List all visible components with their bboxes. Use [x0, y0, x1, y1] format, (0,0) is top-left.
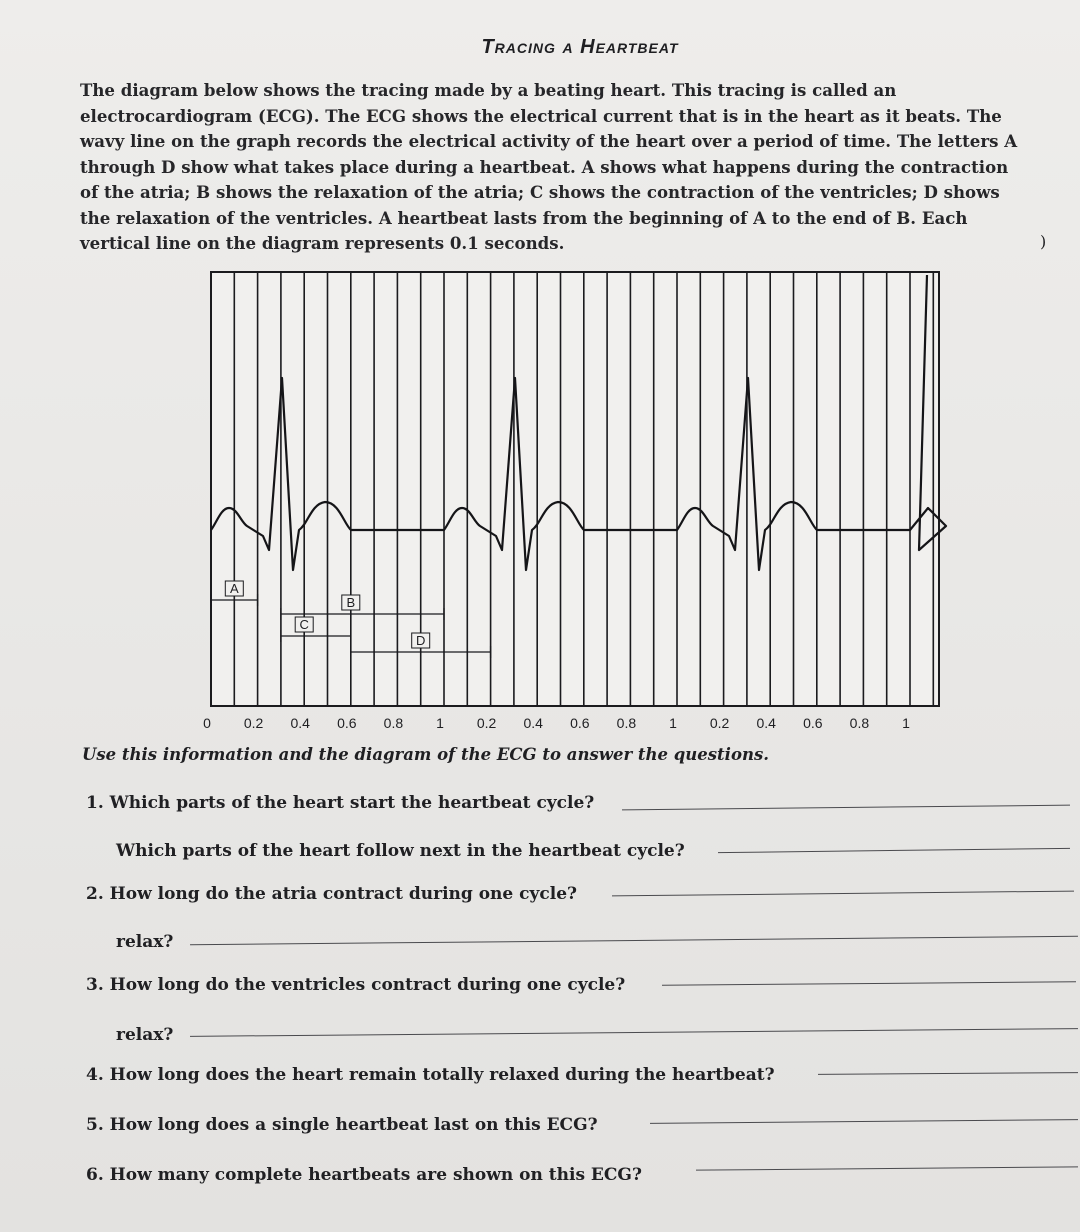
question-text: Which parts of the heart start the heartbeat cycle? — [109, 793, 595, 813]
question-3b — [116, 1025, 173, 1045]
question-1 — [86, 793, 594, 813]
x-tick-label: 0 — [203, 715, 211, 731]
intro-line: electrocardiogram (ECG). The ECG shows the electrical current that is in the heart as it beats. The — [80, 105, 1002, 126]
question-3 — [86, 975, 625, 995]
page-title: Tracing a Heartbeat — [481, 36, 679, 58]
intro-line: The diagram below shows the tracing made by a beating heart. This tracing is called an — [80, 80, 897, 100]
x-tick-label: 0.8 — [616, 715, 637, 731]
answer-line-5[interactable] — [650, 1119, 1078, 1124]
answer-line-2a[interactable] — [612, 891, 1074, 897]
x-tick-label: 0.6 — [337, 715, 357, 731]
question-text: relax? — [116, 1025, 174, 1045]
question-text: How long do the atria contract during one cycle? — [109, 884, 577, 904]
question-number: 4. — [86, 1065, 104, 1085]
x-tick-label: 1 — [902, 715, 910, 731]
question-number: 5. — [86, 1115, 104, 1135]
x-tick-label: 0.8 — [849, 715, 870, 731]
answer-line-1b[interactable] — [718, 848, 1070, 853]
segment-b-label: B — [346, 595, 356, 610]
intro-line: vertical line on the diagram represents 0.1 seconds. — [80, 233, 565, 253]
question-2b — [116, 932, 173, 952]
question-4 — [86, 1065, 775, 1085]
answer-line-3a[interactable] — [662, 981, 1076, 986]
x-tick-label: 0.8 — [383, 715, 404, 731]
question-text: relax? — [116, 932, 174, 952]
answer-line-4[interactable] — [818, 1072, 1078, 1075]
ecg-diagram — [0, 262, 1080, 742]
answer-line-2b[interactable] — [190, 936, 1078, 946]
intro-line: wavy line on the graph records the electrical activity of the heart over a period of time. The letters A — [80, 131, 1018, 151]
answer-line-3b[interactable] — [190, 1028, 1078, 1037]
intro-line: of the atria; B shows the relaxation of the atria; C shows the contraction of the ventricles; D shows — [80, 182, 1000, 202]
answer-line-6[interactable] — [696, 1166, 1078, 1170]
x-tick-label: 0.6 — [570, 715, 590, 731]
question-5 — [86, 1115, 598, 1135]
ecg-frame — [211, 272, 939, 706]
x-tick-label: 0.4 — [756, 715, 776, 731]
question-text: How long do the ventricles contract during one cycle? — [109, 975, 626, 995]
question-text: How long does a single heartbeat last on this ECG? — [109, 1115, 598, 1135]
question-number: 1. — [86, 793, 104, 813]
segment-d-label: D — [416, 633, 426, 648]
ecg-x-axis — [203, 715, 910, 731]
x-tick-label: 0.2 — [476, 715, 497, 731]
question-1b — [116, 841, 685, 861]
question-text: Which parts of the heart follow next in the heartbeat cycle? — [116, 841, 685, 861]
x-tick-label: 1 — [436, 715, 444, 731]
margin-mark: ) — [1040, 232, 1047, 251]
segment-c-label: C — [299, 617, 309, 632]
instructions-text: Use this information and the diagram of the ECG to answer the questions. — [82, 745, 769, 764]
segment-a-label: A — [229, 581, 239, 596]
x-tick-label: 0.2 — [243, 715, 264, 731]
question-number: 6. — [86, 1165, 104, 1185]
intro-line: the relaxation of the ventricles. A heartbeat lasts from the beginning of A to the end of B. Each — [80, 207, 968, 228]
intro-line: through D show what takes place during a heartbeat. A shows what happens during the contraction — [80, 156, 1009, 177]
answer-line-1a[interactable] — [622, 805, 1070, 811]
intro-paragraph — [80, 78, 1065, 257]
question-number: 2. — [86, 884, 104, 904]
question-2 — [86, 884, 577, 904]
x-tick-label: 0.6 — [803, 715, 823, 731]
x-tick-label: 0.2 — [709, 715, 730, 731]
x-tick-label: 1 — [669, 715, 677, 731]
question-6 — [86, 1165, 642, 1185]
x-tick-label: 0.4 — [290, 715, 310, 731]
x-tick-label: 0.4 — [523, 715, 543, 731]
question-text: How many complete heartbeats are shown on this ECG? — [109, 1165, 642, 1185]
question-text: How long does the heart remain totally relaxed during the heartbeat? — [109, 1065, 775, 1085]
question-number: 3. — [86, 975, 104, 995]
